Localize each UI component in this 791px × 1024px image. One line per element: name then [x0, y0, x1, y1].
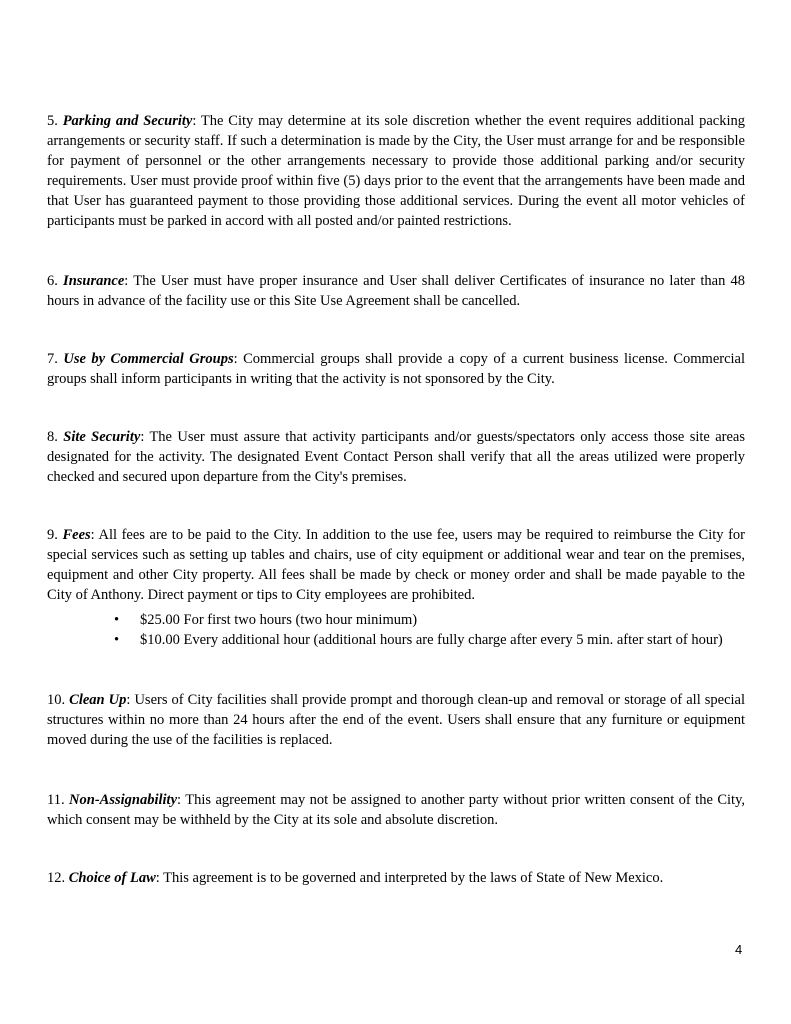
section-body: : Commercial groups shall provide a copy of a current business license. Commercial groups shall inform participants in writing that the activity is not sponsored by the City. — [47, 351, 746, 387]
fee-text: $10.00 Every additional hour (additional hours are fully charge after every 5 min. after start of hour) — [140, 632, 723, 648]
section-number: 7. — [47, 351, 58, 367]
section-choice-of-law — [47, 868, 745, 888]
page-number: 4 — [735, 942, 743, 957]
section-heading: Parking and Security — [62, 113, 193, 129]
section-number: 8. — [47, 429, 58, 445]
section-heading: Choice of Law — [68, 870, 156, 886]
section-body: : Users of City facilities shall provide prompt and thorough clean-up and removal or storage of all special structures within no more than 24 hours after the end of the event. Users shall ensure that any furniture or equipment moved during the use of the facilities is replaced. — [47, 692, 746, 748]
section-insurance — [47, 271, 745, 311]
section-body: : This agreement is to be governed and interpreted by the laws of State of New Mexico. — [155, 870, 664, 886]
section-body: : The User must have proper insurance and User shall deliver Certificates of insurance no later than 48 hours in advance of the facility use or this Site Use Agreement shall be cancelled. — [47, 273, 745, 309]
fee-list-item — [114, 610, 745, 630]
section-number: 10. — [47, 692, 66, 708]
section-fees — [47, 525, 745, 605]
section-number: 5. — [47, 113, 58, 129]
section-number: 12. — [47, 870, 66, 886]
section-number: 6. — [47, 273, 58, 289]
section-heading: Fees — [62, 527, 91, 543]
bullet-icon: • — [114, 632, 120, 648]
fee-list — [47, 610, 745, 650]
bullet-icon: • — [114, 612, 120, 628]
section-heading: Clean Up — [69, 692, 127, 708]
section-number: 11. — [47, 792, 65, 808]
section-parking-and-security — [47, 111, 745, 231]
section-number: 9. — [47, 527, 58, 543]
fee-list-item — [114, 630, 745, 650]
fee-text: $25.00 For first two hours (two hour minimum) — [140, 612, 418, 628]
section-clean-up — [47, 690, 745, 750]
section-heading: Insurance — [63, 273, 125, 289]
section-heading: Use by Commercial Groups — [63, 351, 234, 367]
section-heading: Non-Assignability — [69, 792, 178, 808]
document-page — [47, 111, 745, 888]
section-use-by-commercial-groups — [47, 349, 745, 389]
section-site-security — [47, 427, 745, 487]
section-body: : The City may determine at its sole discretion whether the event requires additional packing arrangements or security staff. If such a determination is made by the City, the User must arrange for and be responsible for payment of personnel or the other arrangements necessary to provide those additional parking and/or security requirements. User must provide proof within five (5) days prior to the event that the arrangements have been made and that User has guaranteed payment to those providing those additional services. During the event all motor vehicles of participants must be parked in accord with all posted and/or painted restrictions. — [47, 113, 746, 229]
section-heading: Site Security — [63, 429, 141, 445]
section-non-assignability — [47, 790, 745, 830]
section-body: : All fees are to be paid to the City. In addition to the use fee, users may be required to reimburse the City for special services such as setting up tables and chairs, use of city equipment or additional wear and tear on the premises, equipment and other City property. All fees shall be made by check or money order and shall be made payable to the City of Anthony. Direct payment or tips to City employees are prohibited. — [47, 527, 746, 603]
section-body: : This agreement may not be assigned to another party without prior written consent of the City, which consent may be withheld by the City at its sole and absolute discretion. — [47, 792, 746, 828]
section-body: : The User must assure that activity participants and/or guests/spectators only access those site areas designated for the activity. The designated Event Contact Person shall verify that all the areas utilized were properly checked and secured upon departure from the City's premises. — [47, 429, 745, 485]
